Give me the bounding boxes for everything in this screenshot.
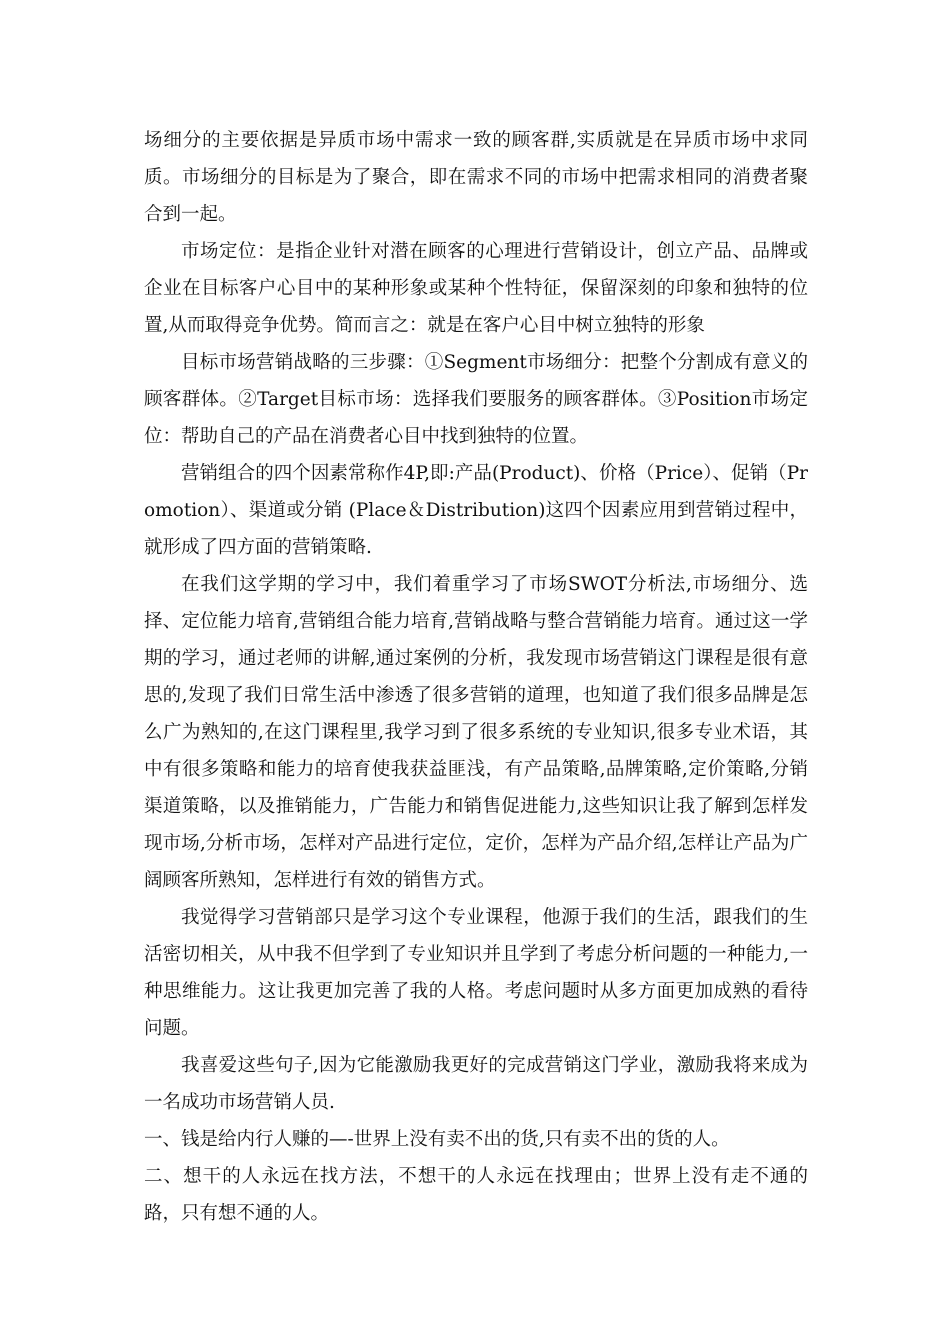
paragraph-semester-learning: 在我们这学期的学习中，我们着重学习了市场SWOT分析法,市场细分、选择、定位能力培育,营销组合能力培育,营销战略与整合营销能力培育。通过这一学期的学习，通过老师的讲解,通过案例的分析，我发现市场营销这门课程是很有意思的,发现了我们日常生活中渗透了很多营销的道理，也知道了我们很多品牌是怎么广为熟知的,在这门课程里,我学习到了很多系统的专业知识,很多专业术语，其中有很多策略和能力的培育使我获益匪浅，有产品策略,品牌策略,定价策略,分销渠道策略，以及推销能力，广告能力和销售促进能力,这些知识让我了解到怎样发现市场,分析市场，怎样对产品进行定位，定价，怎样为产品介绍,怎样让产品为广阔顾客所熟知，怎样进行有效的销售方式。 bbox=[144, 574, 808, 891]
paragraph-market-positioning: 市场定位：是指企业针对潜在顾客的心理进行营销设计，创立产品、品牌或企业在目标客户心目中的某种形象或某种个性特征，保留深刻的印象和独特的位置,从而取得竞争优势。简而言之：就是在客户心目中树立独特的形象 bbox=[144, 241, 808, 336]
paragraph-stp-steps: 目标市场营销战略的三步骤：①Segment市场细分：把整个分割成有意义的顾客群体。②Target目标市场：选择我们要服务的顾客群体。③Position市场定位：帮助自己的产品在消费者心目中找到独特的位置。 bbox=[144, 352, 808, 447]
document-body bbox=[144, 122, 808, 1232]
paragraph-favorite-sentences: 我喜爱这些句子,因为它能激励我更好的完成营销这门学业，激励我将来成为一名成功市场营销人员. bbox=[144, 1055, 808, 1113]
paragraph-4p-marketing-mix: 营销组合的四个因素常称作4P,即:产品(Product)、价格（Price）、促销（Promotion）、渠道或分销 (Place＆Distribution)这四个因素应用到营销过程中，就形成了四方面的营销策略. bbox=[144, 463, 808, 558]
list-item-quote-2: 二、想干的人永远在找方法，不想干的人永远在找理由；世界上没有走不通的路，只有想不通的人。 bbox=[144, 1166, 808, 1224]
list-item-quote-1: 一、钱是给内行人赚的—-世界上没有卖不出的货,只有卖不出的货的人。 bbox=[144, 1129, 730, 1150]
paragraph-reflection: 我觉得学习营销部只是学习这个专业课程，他源于我们的生活，跟我们的生活密切相关，从中我不但学到了专业知识并且学到了考虑分析问题的一种能力,一种思维能力。这让我更加完善了我的人格。考虑问题时从多方面更加成熟的看待问题。 bbox=[144, 907, 808, 1039]
paragraph-market-segmentation: 场细分的主要依据是异质市场中需求一致的顾客群,实质就是在异质市场中求同质。市场细分的目标是为了聚合，即在需求不同的市场中把需求相同的消费者聚合到一起。 bbox=[144, 130, 808, 225]
